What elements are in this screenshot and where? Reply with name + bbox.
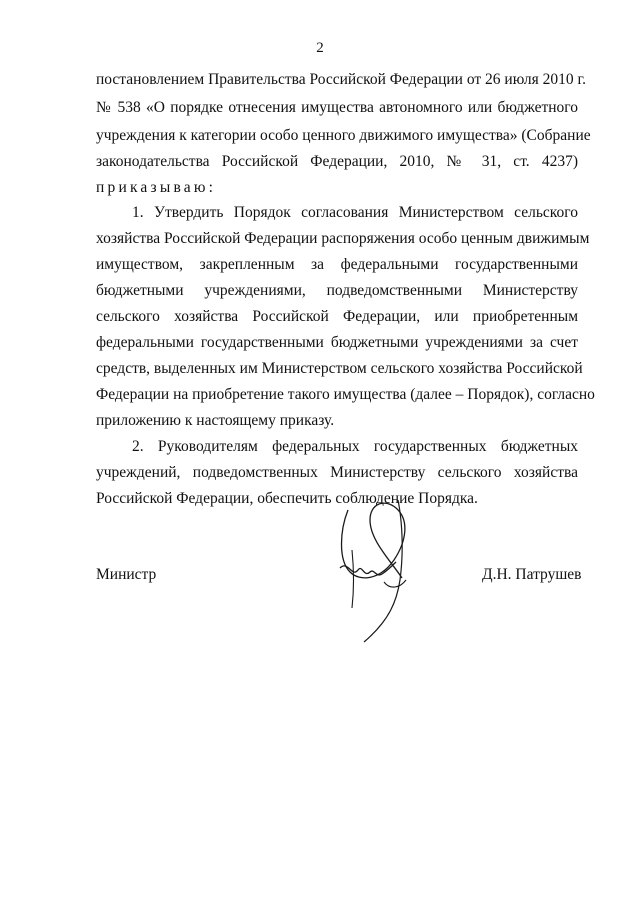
paragraph-1-line: сельского хозяйства Российской Федерации, или приобретенным <box>96 308 578 325</box>
paragraph-1-line: федеральными государственными бюджетными учреждениями за счет <box>96 334 578 351</box>
text-line: постановлением Правительства Российской Федерации от 26 июля 2010 г. <box>96 71 586 88</box>
paragraph-1-line: 1. Утвердить Порядок согласования Министерством сельского <box>132 204 578 221</box>
text-line: законодательства Российской Федерации, 2010, № 31, ст. 4237) <box>96 153 578 170</box>
paragraph-1-line: приложению к настоящему приказу. <box>96 412 335 429</box>
paragraph-2-line: учреждений, подведомственных Министерству сельского хозяйства <box>96 464 578 481</box>
paragraph-2-line: 2. Руководителям федеральных государственных бюджетных <box>132 438 578 455</box>
text-line: учреждения к категории особо ценного движимого имущества» (Собрание <box>96 127 591 144</box>
paragraph-1-line: бюджетными учреждениями, подведомственными Министерству <box>96 282 578 299</box>
paragraph-1-line: средств, выделенных им Министерством сельского хозяйства Российской <box>96 360 583 377</box>
signer-name: Д.Н. Патрушев <box>482 566 582 583</box>
handwritten-signature <box>330 490 440 650</box>
signer-title: Министр <box>96 566 157 583</box>
paragraph-1-line: хозяйства Российской Федерации распоряжения особо ценным движимым <box>96 230 590 247</box>
page-number: 2 <box>316 40 324 56</box>
text-line-order-word: приказываю: <box>96 179 217 196</box>
text-line: № 538 «О порядке отнесения имущества автономного или бюджетного <box>96 99 578 116</box>
paragraph-1-line: имуществом, закрепленным за федеральными государственными <box>96 256 578 273</box>
paragraph-1-line: Федерации на приобретение такого имущества (далее – Порядок), согласно <box>96 386 595 403</box>
paragraph-2-line: Российской Федерации, обеспечить соблюдение Порядка. <box>96 490 478 507</box>
